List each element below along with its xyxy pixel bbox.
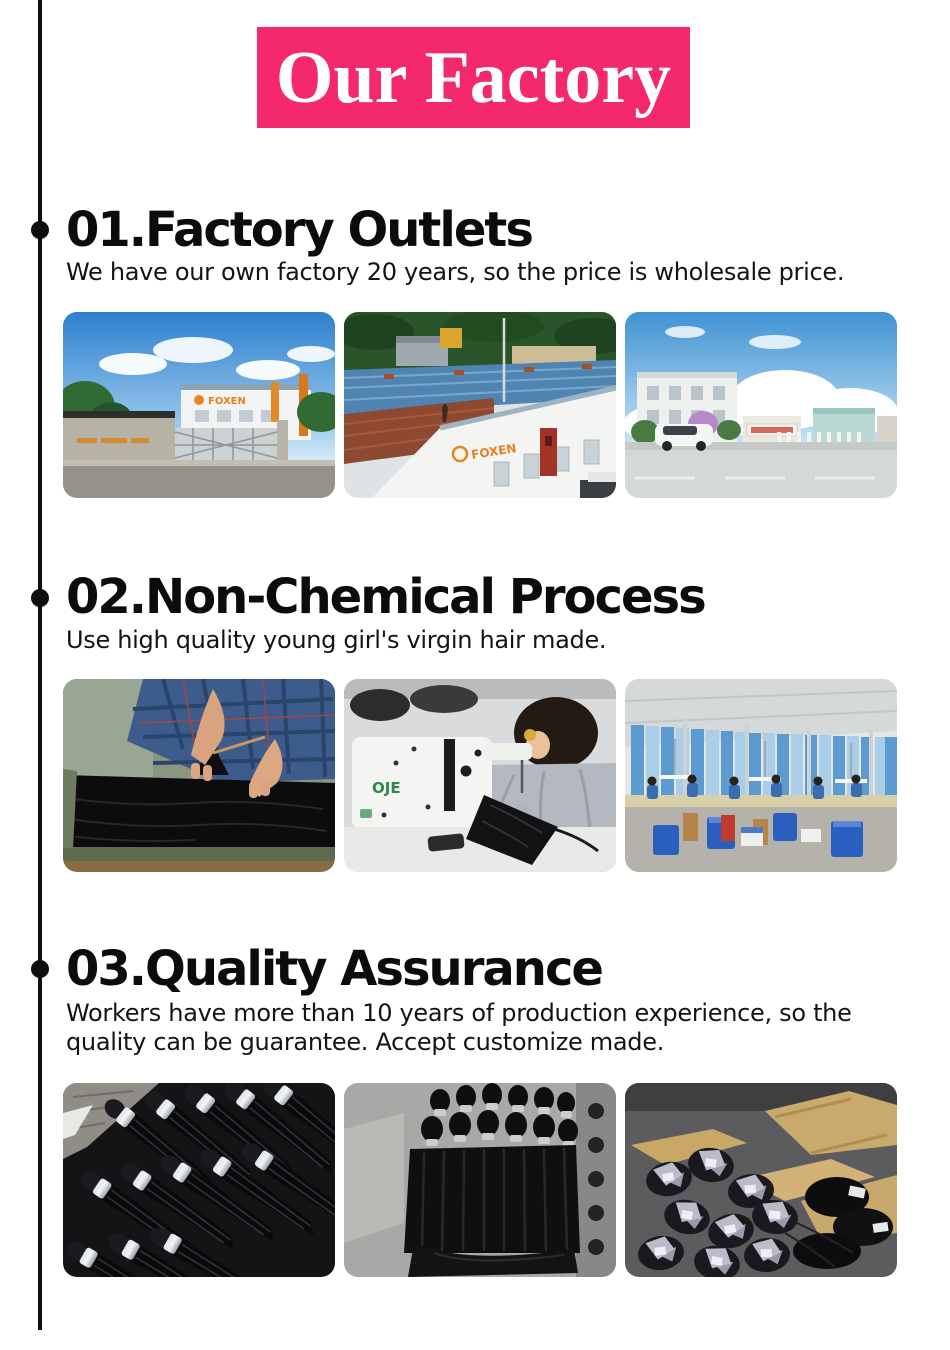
section-1-subtitle: We have our own factory 20 years, so the price is wholesale price.	[66, 258, 845, 286]
section-1-heading: 01.Factory Outlets	[66, 202, 532, 258]
oje-brand-text: OJE	[372, 779, 401, 797]
timeline-bullet	[31, 960, 49, 978]
hair-bundles-standing-photo	[344, 1083, 616, 1277]
section-3-subtitle: Workers have more than 10 years of production experience, so the quality can be guarantee. Accept customize made.	[66, 999, 852, 1056]
sewing-machine-photo	[344, 679, 616, 872]
page-title: Our Factory	[275, 36, 672, 119]
foxen-sign-text: FOXEN	[208, 396, 246, 407]
section-3-photo-row	[63, 1083, 897, 1277]
section-2-heading: 02.Non-Chemical Process	[66, 569, 705, 625]
packaged-wigs-photo	[625, 1083, 897, 1277]
factory-street-photo	[625, 312, 897, 498]
foxen-roof-sign-text: FOXEN	[470, 441, 518, 462]
timeline-bullet	[31, 589, 49, 607]
section-1-photo-row	[63, 312, 897, 498]
timeline-bullet	[31, 221, 49, 239]
workshop-floor-photo	[625, 679, 897, 872]
factory-entrance-photo	[63, 312, 335, 498]
page-title-banner	[257, 27, 690, 128]
hair-combing-photo	[63, 679, 335, 872]
section-2-photo-row	[63, 679, 897, 872]
timeline-line	[38, 0, 42, 1330]
hair-bundles-laid-photo	[63, 1083, 335, 1277]
section-3-heading: 03.Quality Assurance	[66, 941, 602, 997]
factory-rooftop-photo	[344, 312, 616, 498]
section-2-subtitle: Use high quality young girl's virgin hair made.	[66, 626, 607, 654]
